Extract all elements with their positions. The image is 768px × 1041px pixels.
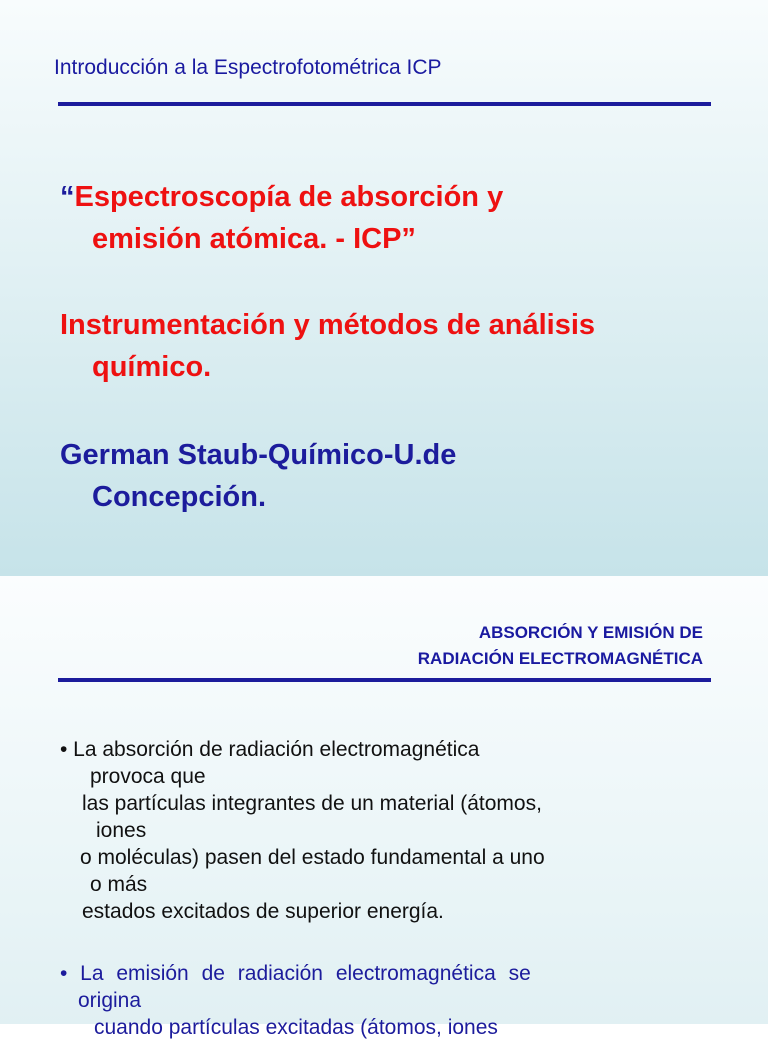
author-line-2: Concepción.: [92, 481, 267, 513]
paragraph-line: • La emisión de radiación electromagnética se: [60, 962, 531, 985]
absorption-paragraph: [60, 736, 710, 925]
paragraph-line: las partículas integrantes de un material (átomos,: [82, 792, 542, 815]
slide-absorption-emission: [0, 576, 768, 1039]
paragraph-line: estados excitados de superior energía.: [82, 900, 444, 923]
paragraph-line: o más: [90, 873, 148, 896]
title-line-2: emisión atómica. - ICP”: [92, 223, 416, 255]
paragraph-line: • La absorción de radiación electromagnética: [60, 738, 480, 761]
paragraph-line: provoca que: [90, 765, 206, 788]
slide-header: Introducción a la Espectrofotométrica ICP: [54, 56, 442, 79]
slide-title-line-1: ABSORCIÓN Y EMISIÓN DE: [478, 623, 703, 642]
paragraph-line: iones: [96, 819, 147, 842]
title-divider: [58, 678, 711, 682]
paragraph-line: cuando partículas excitadas (átomos, iones: [94, 1016, 498, 1039]
paragraph-line: o moléculas) pasen del estado fundamental a uno: [80, 846, 545, 869]
title-line-1: Espectroscopía de absorción y: [74, 181, 504, 213]
subtitle: [60, 304, 720, 388]
slide-title-line-2: RADIACIÓN ELECTROMAGNÉTICA: [417, 649, 703, 668]
paragraph-line: origina: [78, 989, 142, 1012]
slide-title: [418, 620, 703, 672]
subtitle-line-1: Instrumentación y métodos de análisis: [60, 309, 596, 341]
header-divider: [58, 102, 711, 106]
author: [60, 434, 720, 518]
presentation-title: [60, 176, 720, 260]
author-line-1: German Staub-Químico-U.de: [60, 439, 457, 471]
subtitle-line-2: químico.: [92, 351, 212, 383]
emission-paragraph: [60, 960, 710, 1041]
opening-quote: “: [60, 181, 75, 213]
